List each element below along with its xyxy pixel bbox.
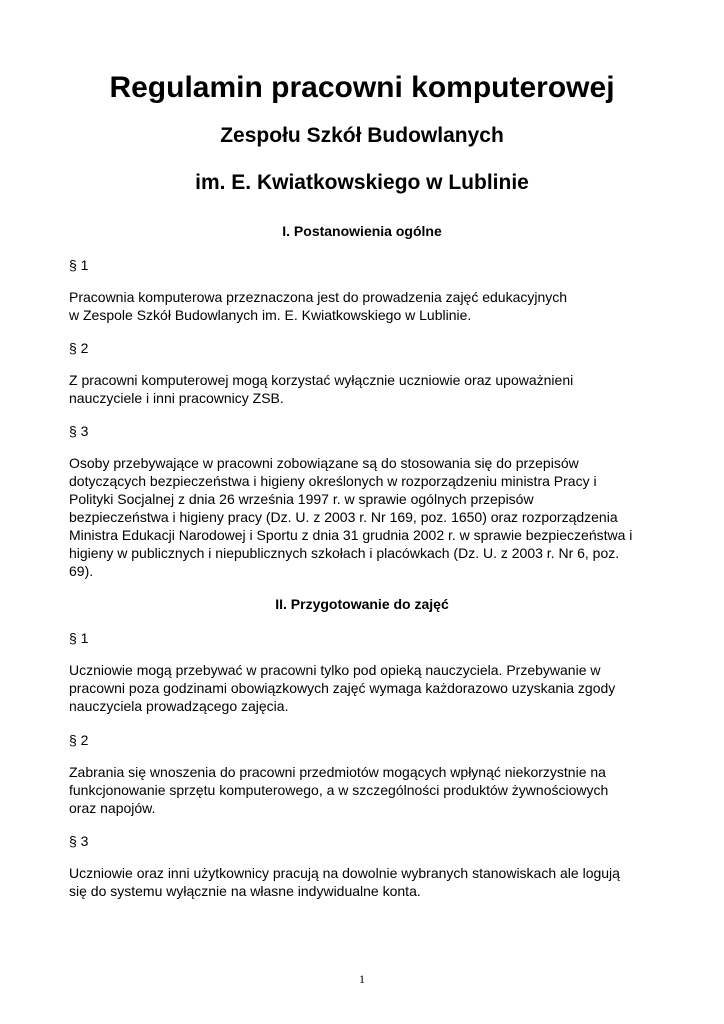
text-line: Ministra Edukacji Narodowej i Sportu z dnia 31 grudnia 2002 r. w sprawie bezpieczeństwa i <box>69 527 633 543</box>
paragraph-mark: § 2 <box>69 340 89 356</box>
text-line: bezpieczeństwa i higieny pracy (Dz. U. z 2003 r. Nr 169, poz. 1650) oraz rozporządzenia <box>69 509 618 525</box>
paragraph-mark: § 3 <box>69 423 89 439</box>
paragraph-mark: § 2 <box>69 732 89 748</box>
paragraph-text <box>69 371 659 407</box>
text-line: Pracownia komputerowa przeznaczona jest do prowadzenia zajęć edukacyjnych <box>69 289 568 305</box>
text-line: funkcjonowanie sprzętu komputerowego, a w szczególności produktów żywnościowych <box>69 782 609 798</box>
paragraph-mark: § 1 <box>69 257 89 273</box>
paragraph-text <box>69 454 659 580</box>
text-line: oraz napojów. <box>69 800 156 816</box>
text-line: Zabrania się wnoszenia do pracowni przedmiotów mogących wpłynąć niekorzystnie na <box>69 764 606 780</box>
text-line: Polityki Socjalnej z dnia 26 września 1997 r. w sprawie ogólnych przepisów <box>69 491 534 507</box>
section-heading-preparation: II. Przygotowanie do zajęć <box>275 596 449 612</box>
text-line: Z pracowni komputerowej mogą korzystać wyłącznie uczniowie oraz upoważnieni <box>69 372 574 388</box>
text-line: nauczyciela prowadzącego zajęcia. <box>69 698 289 714</box>
text-line: 69). <box>69 563 94 579</box>
paragraph-text <box>69 763 659 817</box>
page-number: 1 <box>359 972 365 986</box>
text-line: dotyczących bezpieczeństwa i higieny określonych w rozporządzeniu ministra Pracy i <box>69 473 597 489</box>
section-heading-general: I. Postanowienia ogólne <box>282 223 442 239</box>
paragraph-text <box>69 864 659 900</box>
paragraph-mark: § 3 <box>69 833 89 849</box>
paragraph-mark: § 1 <box>69 630 89 646</box>
text-line: się do systemu wyłącznie na własne indywidualne konta. <box>69 883 421 899</box>
text-line: Osoby przebywające w pracowni zobowiązane są do stosowania się do przepisów <box>69 455 579 471</box>
document-subtitle-school: Zespołu Szkół Budowlanych <box>220 124 504 147</box>
text-line: Uczniowie oraz inni użytkownicy pracują na dowolnie wybranych stanowiskach ale logują <box>69 865 620 881</box>
document-subtitle-patron: im. E. Kwiatkowskiego w Lublinie <box>195 171 529 194</box>
text-line: w Zespole Szkół Budowlanych im. E. Kwiatkowskiego w Lublinie. <box>69 307 472 323</box>
text-line: pracowni poza godzinami obowiązkowych zajęć wymaga każdorazowo uzyskania zgody <box>69 680 616 696</box>
paragraph-text <box>69 661 659 715</box>
paragraph-text <box>69 288 659 324</box>
text-line: nauczyciele i inni pracownicy ZSB. <box>69 390 284 406</box>
text-line: Uczniowie mogą przebywać w pracowni tylko pod opieką nauczyciela. Przebywanie w <box>69 662 601 678</box>
text-line: higieny w publicznych i niepublicznych szkołach i placówkach (Dz. U. z 2003 r. Nr 6, poz. <box>69 545 620 561</box>
document-title: Regulamin pracowni komputerowej <box>109 71 615 104</box>
